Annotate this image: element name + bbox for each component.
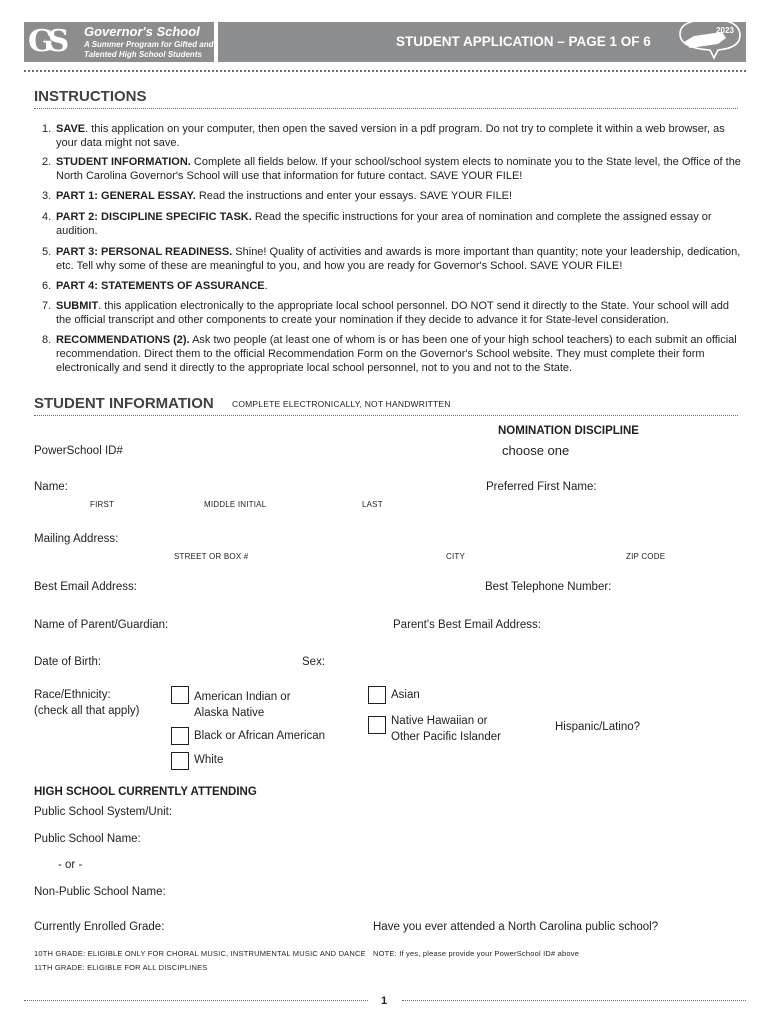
powerschool-note: NOTE: If yes, please provide your PowerSchool ID# above <box>373 949 580 958</box>
preferred-name-field[interactable] <box>600 476 740 494</box>
race-label: Race/Ethnicity: <box>34 689 111 701</box>
date-of-birth-field[interactable] <box>104 651 284 669</box>
enrolled-grade-label: Currently Enrolled Grade: <box>34 921 165 933</box>
city-caption: CITY <box>446 552 466 561</box>
asian-label: Asian <box>391 689 420 701</box>
school-name: Governor's School <box>84 24 200 39</box>
parent-name-label: Name of Parent/Guardian: <box>34 619 169 631</box>
instruction-item: 4. PART 2: DISCIPLINE SPECIFIC TASK. Read the specific instructions for your area of nomination and complete the assigned essay or audition. <box>42 211 712 237</box>
parent-email-field[interactable] <box>542 614 740 632</box>
instruction-item: 8. RECOMMENDATIONS (2). Ask two people (at least one of whom is or has been one of your high school teachers) to each submit an official recommendation. Direct them to the official Recommendation Form on the Governor's School website. They must complete their form electronically and send it directly to the appropriate local school personnel, not to you and not to the State. <box>42 334 737 374</box>
mailing-address-label: Mailing Address: <box>34 533 119 545</box>
american-indian-checkbox[interactable] <box>171 686 189 704</box>
instruction-item: 2. STUDENT INFORMATION. Complete all fields below. If your school/school system elects to nominate you to the State level, the Office of the North Carolina Governor's School will use that information for future contact. SAVE YOUR FILE! <box>42 156 741 182</box>
name-label: Name: <box>34 481 68 493</box>
email-label: Best Email Address: <box>34 581 137 593</box>
non-public-school-field[interactable] <box>170 881 740 899</box>
instruction-item: 7. SUBMIT. this application electronically to the appropriate local school personnel. DO NOT send it directly to the State. Your school will add the official transcript and other components to create your nomination if they decide to advance it for State-level consideration. <box>42 300 729 326</box>
name-field[interactable] <box>70 476 470 494</box>
parent-email-label: Parent's Best Email Address: <box>393 619 541 631</box>
race-sublabel: (check all that apply) <box>34 705 140 717</box>
phone-field[interactable] <box>614 576 740 594</box>
phone-label: Best Telephone Number: <box>485 581 612 593</box>
hispanic-label: Hispanic/Latino? <box>555 721 641 733</box>
nc-public-school-field[interactable] <box>656 916 740 934</box>
instructions-divider <box>34 108 738 109</box>
email-field[interactable] <box>140 576 470 594</box>
non-public-school-label: Non-Public School Name: <box>34 886 166 898</box>
street-caption: STREET OR BOX # <box>174 552 249 561</box>
white-label: White <box>194 754 224 766</box>
hispanic-field[interactable] <box>650 716 740 734</box>
hawaiian-label: Native Hawaiian or Other Pacific Islander <box>391 715 501 743</box>
black-label: Black or African American <box>194 730 326 742</box>
parent-name-field[interactable] <box>170 614 380 632</box>
sex-field[interactable] <box>330 651 490 669</box>
grade-note-11th: 11TH GRADE: ELIGIBLE FOR ALL DISCIPLINES <box>34 963 208 972</box>
public-school-name-field[interactable] <box>146 828 740 846</box>
last-name-caption: LAST <box>362 500 383 509</box>
powerschool-id-label: PowerSchool ID# <box>34 445 123 457</box>
school-tagline: A Summer Program for Gifted and Talented High School Students <box>84 40 214 59</box>
instruction-item: 6. PART 4: STATEMENTS OF ASSURANCE. <box>42 280 268 292</box>
nomination-discipline-select[interactable]: choose one <box>502 443 570 458</box>
footer-divider-right <box>402 1000 746 1001</box>
preferred-name-label: Preferred First Name: <box>486 481 597 493</box>
grade-note-10th: 10TH GRADE: ELIGIBLE ONLY FOR CHORAL MUSIC, INSTRUMENTAL MUSIC AND DANCE <box>34 949 366 958</box>
hawaiian-checkbox[interactable] <box>368 716 386 734</box>
application-title: STUDENT APPLICATION – PAGE 1 OF 6 <box>396 34 651 49</box>
date-of-birth-label: Date of Birth: <box>34 656 102 668</box>
school-system-field[interactable] <box>176 801 740 819</box>
american-indian-label: American Indian or Alaska Native <box>194 691 291 719</box>
student-info-divider <box>34 415 738 416</box>
nc-public-school-label: Have you ever attended a North Carolina public school? <box>373 921 659 933</box>
zip-caption: ZIP CODE <box>626 552 666 561</box>
mailing-address-field[interactable] <box>130 528 740 546</box>
student-info-note: COMPLETE ELECTRONICALLY, NOT HANDWRITTEN <box>232 399 451 409</box>
student-info-title: STUDENT INFORMATION <box>34 395 214 412</box>
instruction-item: 1. SAVE. this application on your computer, then open the saved version in a pdf program. Do not try to complete it within a web browser, as your data might not save. <box>42 123 725 149</box>
instruction-item: 3. PART 1: GENERAL ESSAY. Read the instructions and enter your essays. SAVE YOUR FILE! <box>42 190 513 202</box>
high-school-title: HIGH SCHOOL CURRENTLY ATTENDING <box>34 786 257 798</box>
page-number: 1 <box>381 995 388 1007</box>
instructions-list <box>38 122 744 381</box>
nomination-discipline-label: NOMINATION DISCIPLINE <box>498 425 639 437</box>
instructions-title: INSTRUCTIONS <box>34 88 147 105</box>
sex-label: Sex: <box>302 656 326 668</box>
footer-divider-left <box>24 1000 368 1001</box>
first-name-caption: FIRST <box>90 500 115 509</box>
governors-school-logo: GS <box>28 24 64 59</box>
instruction-item: 5. PART 3: PERSONAL READINESS. Shine! Quality of activities and awards is more important than quantity; note your leadership, dedication, etc. Tell why some of these are meaningful to you, and how you are ready for Governor's School. SAVE YOUR FILE! <box>42 246 741 272</box>
or-separator: - or - <box>58 859 83 871</box>
white-checkbox[interactable] <box>171 752 189 770</box>
header-divider <box>24 70 746 72</box>
enrolled-grade-field[interactable] <box>164 916 354 934</box>
year-badge: 2023 <box>716 26 734 35</box>
powerschool-id-field[interactable] <box>130 440 370 458</box>
public-school-name-label: Public School Name: <box>34 833 141 845</box>
middle-initial-caption: MIDDLE INITIAL <box>204 500 267 509</box>
black-checkbox[interactable] <box>171 727 189 745</box>
school-system-label: Public School System/Unit: <box>34 806 173 818</box>
asian-checkbox[interactable] <box>368 686 386 704</box>
